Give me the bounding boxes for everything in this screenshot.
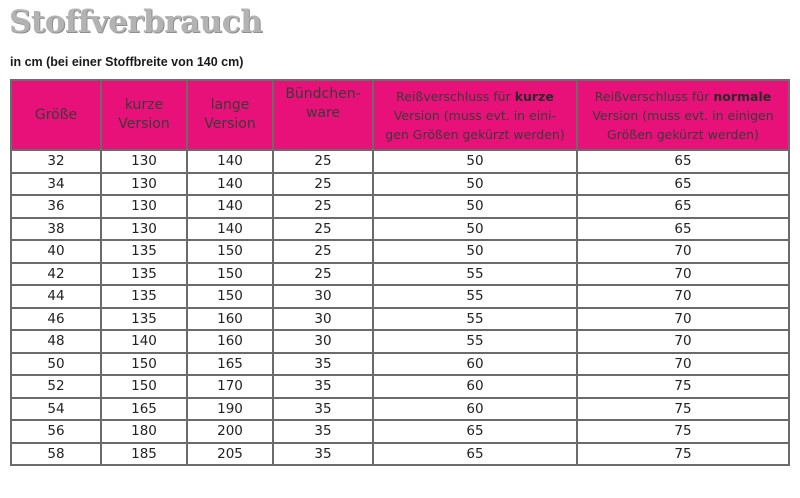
- cell-lange-version: 160: [187, 330, 273, 353]
- cell-kurze-version: 135: [101, 285, 187, 308]
- cell-groesse: 50: [11, 353, 101, 376]
- table-row: [11, 353, 789, 376]
- cell-kurze-version: 165: [101, 398, 187, 421]
- cell-reissverschluss-kurz: 65: [373, 420, 577, 443]
- header-buendchenware: Bündchen-ware: [273, 80, 373, 150]
- cell-buendchenware: 30: [273, 285, 373, 308]
- cell-buendchenware: 25: [273, 240, 373, 263]
- cell-groesse: 44: [11, 285, 101, 308]
- header-rv-normal-prefix: Reißverschluss für: [594, 88, 714, 104]
- cell-buendchenware: 35: [273, 398, 373, 421]
- cell-kurze-version: 150: [101, 375, 187, 398]
- cell-lange-version: 170: [187, 375, 273, 398]
- table-row: [11, 240, 789, 263]
- cell-buendchenware: 25: [273, 173, 373, 196]
- header-rv-kurz-line2: Version (muss evt. in eini-: [393, 107, 557, 123]
- header-rv-kurz-line3: gen Größen gekürzt werden): [385, 126, 565, 142]
- table-row: [11, 195, 789, 218]
- cell-reissverschluss-normal: 65: [577, 173, 789, 196]
- header-kurze-version: kurze Version: [101, 80, 187, 150]
- cell-reissverschluss-kurz: 55: [373, 263, 577, 286]
- cell-lange-version: 140: [187, 195, 273, 218]
- cell-lange-version: 140: [187, 173, 273, 196]
- cell-kurze-version: 135: [101, 263, 187, 286]
- cell-buendchenware: 35: [273, 353, 373, 376]
- header-rv-kurz-bold: kurze: [514, 88, 554, 104]
- cell-reissverschluss-kurz: 50: [373, 173, 577, 196]
- header-lange-version: lange Version: [187, 80, 273, 150]
- cell-lange-version: 205: [187, 443, 273, 466]
- cell-reissverschluss-kurz: 55: [373, 330, 577, 353]
- cell-buendchenware: 35: [273, 375, 373, 398]
- cell-lange-version: 150: [187, 240, 273, 263]
- table-row: [11, 375, 789, 398]
- cell-reissverschluss-kurz: 55: [373, 308, 577, 331]
- table-row: [11, 308, 789, 331]
- cell-reissverschluss-kurz: 50: [373, 240, 577, 263]
- cell-reissverschluss-normal: 70: [577, 240, 789, 263]
- cell-buendchenware: 30: [273, 308, 373, 331]
- cell-kurze-version: 140: [101, 330, 187, 353]
- table-row: [11, 330, 789, 353]
- cell-reissverschluss-normal: 65: [577, 218, 789, 241]
- cell-kurze-version: 130: [101, 150, 187, 173]
- table-row: [11, 443, 789, 466]
- cell-kurze-version: 135: [101, 240, 187, 263]
- cell-reissverschluss-kurz: 50: [373, 218, 577, 241]
- cell-reissverschluss-kurz: 60: [373, 375, 577, 398]
- cell-reissverschluss-normal: 70: [577, 263, 789, 286]
- cell-groesse: 54: [11, 398, 101, 421]
- cell-groesse: 36: [11, 195, 101, 218]
- table-row: [11, 398, 789, 421]
- cell-reissverschluss-normal: 70: [577, 308, 789, 331]
- cell-reissverschluss-kurz: 65: [373, 443, 577, 466]
- cell-buendchenware: 25: [273, 195, 373, 218]
- header-rv-normal-bold: normale: [713, 88, 772, 104]
- cell-reissverschluss-normal: 75: [577, 375, 789, 398]
- cell-groesse: 34: [11, 173, 101, 196]
- cell-lange-version: 160: [187, 308, 273, 331]
- cell-lange-version: 150: [187, 263, 273, 286]
- cell-lange-version: 150: [187, 285, 273, 308]
- cell-buendchenware: 35: [273, 443, 373, 466]
- cell-buendchenware: 30: [273, 330, 373, 353]
- cell-buendchenware: 25: [273, 218, 373, 241]
- table-body: [11, 150, 789, 465]
- table-header-row: [11, 80, 789, 150]
- cell-lange-version: 140: [187, 150, 273, 173]
- cell-reissverschluss-normal: 75: [577, 420, 789, 443]
- cell-lange-version: 200: [187, 420, 273, 443]
- cell-buendchenware: 35: [273, 420, 373, 443]
- cell-reissverschluss-normal: 70: [577, 353, 789, 376]
- cell-reissverschluss-normal: 65: [577, 195, 789, 218]
- cell-reissverschluss-normal: 70: [577, 330, 789, 353]
- table-row: [11, 263, 789, 286]
- cell-groesse: 52: [11, 375, 101, 398]
- header-reissverschluss-kurz: [373, 80, 577, 150]
- header-reissverschluss-normal: [577, 80, 789, 150]
- cell-reissverschluss-normal: 70: [577, 285, 789, 308]
- cell-groesse: 56: [11, 420, 101, 443]
- cell-reissverschluss-kurz: 50: [373, 150, 577, 173]
- cell-kurze-version: 130: [101, 195, 187, 218]
- cell-kurze-version: 130: [101, 218, 187, 241]
- cell-kurze-version: 130: [101, 173, 187, 196]
- cell-groesse: 42: [11, 263, 101, 286]
- header-rv-kurz-prefix: Reißverschluss für: [396, 88, 515, 104]
- cell-groesse: 32: [11, 150, 101, 173]
- cell-reissverschluss-kurz: 60: [373, 353, 577, 376]
- cell-groesse: 46: [11, 308, 101, 331]
- cell-groesse: 38: [11, 218, 101, 241]
- cell-reissverschluss-kurz: 55: [373, 285, 577, 308]
- cell-kurze-version: 185: [101, 443, 187, 466]
- cell-lange-version: 140: [187, 218, 273, 241]
- cell-kurze-version: 180: [101, 420, 187, 443]
- cell-kurze-version: 135: [101, 308, 187, 331]
- header-rv-normal-line3: Größen gekürzt werden): [607, 126, 759, 142]
- cell-buendchenware: 25: [273, 150, 373, 173]
- cell-buendchenware: 25: [273, 263, 373, 286]
- cell-reissverschluss-kurz: 60: [373, 398, 577, 421]
- cell-groesse: 58: [11, 443, 101, 466]
- cell-lange-version: 190: [187, 398, 273, 421]
- fabric-consumption-table: [10, 79, 790, 466]
- cell-reissverschluss-kurz: 50: [373, 195, 577, 218]
- table-row: [11, 285, 789, 308]
- header-rv-normal-line2: Version (muss evt. in einigen: [592, 107, 774, 123]
- table-row: [11, 150, 789, 173]
- cell-lange-version: 165: [187, 353, 273, 376]
- cell-reissverschluss-normal: 75: [577, 398, 789, 421]
- cell-reissverschluss-normal: 65: [577, 150, 789, 173]
- table-row: [11, 218, 789, 241]
- table-row: [11, 420, 789, 443]
- page-title: Stoffverbrauch: [9, 4, 263, 40]
- table-row: [11, 173, 789, 196]
- cell-reissverschluss-normal: 75: [577, 443, 789, 466]
- cell-kurze-version: 150: [101, 353, 187, 376]
- cell-groesse: 40: [11, 240, 101, 263]
- header-groesse: Größe: [11, 80, 101, 150]
- page-subtitle: in cm (bei einer Stoffbreite von 140 cm): [10, 55, 244, 69]
- cell-groesse: 48: [11, 330, 101, 353]
